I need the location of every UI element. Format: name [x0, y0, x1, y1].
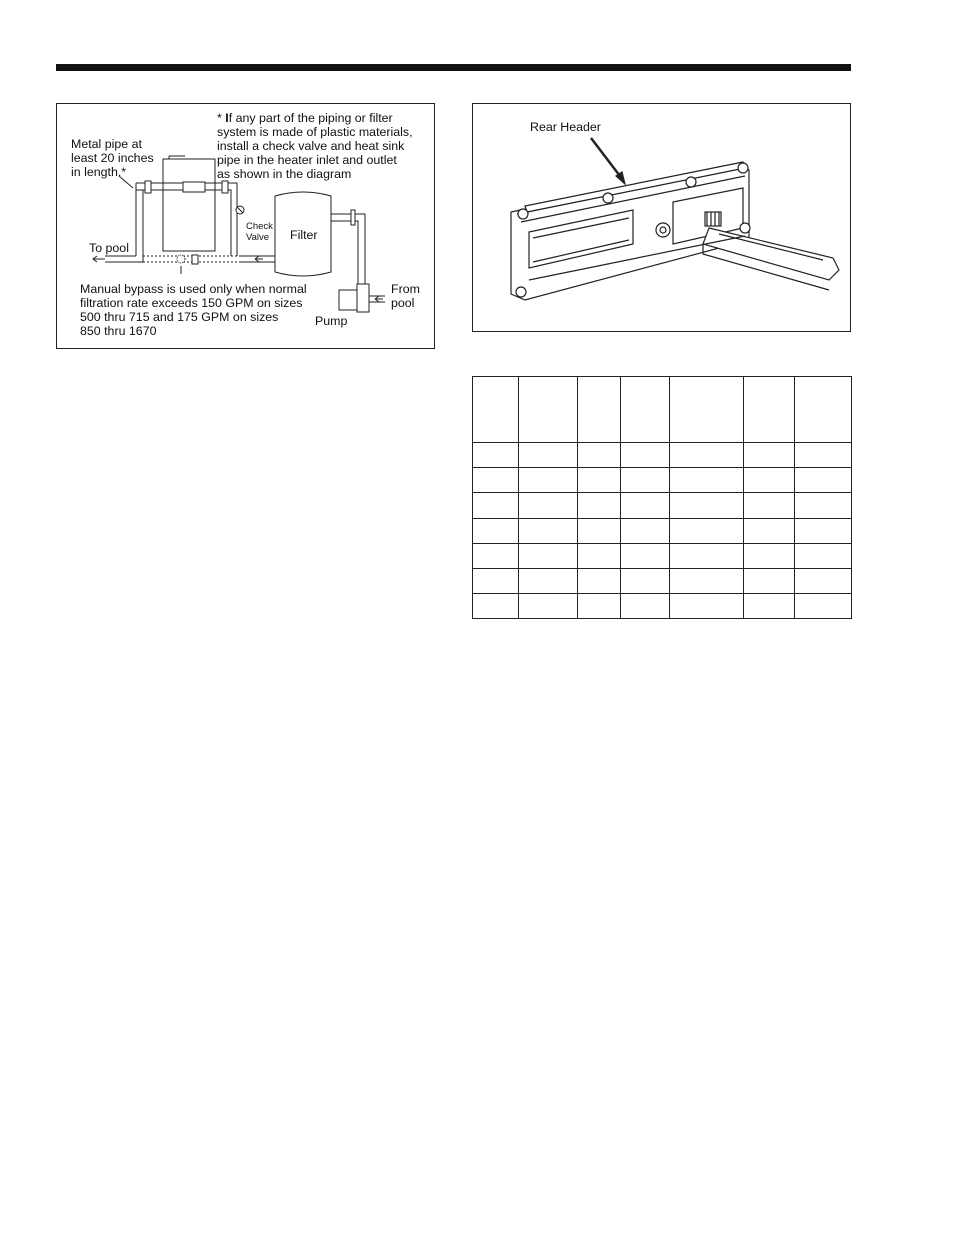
table-cell	[795, 593, 852, 618]
table-row	[473, 568, 852, 593]
data-table	[472, 376, 852, 619]
table-cell	[578, 493, 621, 518]
table-cell	[519, 518, 578, 543]
table-cell	[621, 593, 670, 618]
table-cell	[473, 593, 519, 618]
table-cell	[473, 568, 519, 593]
note-bold-letter: I	[225, 111, 229, 125]
table-cell	[473, 443, 519, 468]
bypass-note-line: 500 thru 715 and 175 GPM on sizes	[80, 310, 279, 324]
table-cell	[795, 493, 852, 518]
table-row	[473, 593, 852, 618]
table-cell	[473, 518, 519, 543]
bypass-note-line: 850 thru 1670	[80, 324, 157, 338]
from-pool-label: pool	[391, 296, 415, 310]
piping-diagram	[56, 103, 435, 349]
rear-header-label: Rear Header	[530, 120, 601, 134]
plastic-note-first-line	[217, 111, 393, 126]
plastic-note-line: pipe in the heater inlet and outlet	[217, 153, 397, 167]
table-cell	[578, 377, 621, 443]
bypass-note-line: Manual bypass is used only when normal	[80, 282, 307, 296]
table-cell	[473, 543, 519, 568]
table-cell	[519, 443, 578, 468]
pump-label: Pump	[315, 314, 348, 328]
table-cell	[621, 443, 670, 468]
plastic-note-line: as shown in the diagram	[217, 167, 352, 181]
table-cell	[744, 543, 795, 568]
table-cell	[744, 493, 795, 518]
rear-header-drawing	[473, 104, 852, 333]
table-cell	[621, 377, 670, 443]
table-cell	[578, 468, 621, 493]
table-row	[473, 518, 852, 543]
table-cell	[670, 518, 744, 543]
table-cell	[670, 543, 744, 568]
metal-pipe-label: Metal pipe at	[71, 137, 142, 151]
table-cell	[744, 568, 795, 593]
table-cell	[473, 493, 519, 518]
table-cell	[670, 468, 744, 493]
metal-pipe-label: in length.*	[71, 165, 127, 179]
table-cell	[621, 568, 670, 593]
table-header-row	[473, 377, 852, 443]
table-cell	[621, 543, 670, 568]
table-cell	[621, 493, 670, 518]
check-valve-label: Valve	[246, 232, 270, 243]
plastic-note-line: install a check valve and heat sink	[217, 139, 405, 153]
table-cell	[795, 443, 852, 468]
table-cell	[795, 543, 852, 568]
table-cell	[744, 518, 795, 543]
top-rule	[56, 64, 851, 71]
table-cell	[519, 468, 578, 493]
table-cell	[670, 568, 744, 593]
from-pool-label: From	[391, 282, 420, 296]
table-cell	[670, 493, 744, 518]
table-cell	[519, 377, 578, 443]
table-cell	[744, 468, 795, 493]
to-pool-label: To pool	[89, 241, 129, 255]
table-cell	[621, 468, 670, 493]
table-cell	[578, 543, 621, 568]
table-cell	[578, 568, 621, 593]
plastic-note-line: system is made of plastic materials,	[217, 125, 413, 139]
table-cell	[744, 377, 795, 443]
table-cell	[473, 377, 519, 443]
table-cell	[795, 518, 852, 543]
table-cell	[621, 518, 670, 543]
table-cell	[519, 568, 578, 593]
table-row	[473, 543, 852, 568]
table-cell	[670, 377, 744, 443]
table-cell	[795, 468, 852, 493]
table-cell	[519, 493, 578, 518]
table-row	[473, 468, 852, 493]
table-cell	[744, 443, 795, 468]
table-cell	[670, 443, 744, 468]
table-cell	[578, 593, 621, 618]
metal-pipe-label: least 20 inches	[71, 151, 154, 165]
note-rest: f any part of the piping or filter	[228, 111, 393, 125]
table-cell	[795, 377, 852, 443]
table-row	[473, 493, 852, 518]
table-cell	[670, 593, 744, 618]
bypass-note-line: filtration rate exceeds 150 GPM on sizes	[80, 296, 303, 310]
table-row	[473, 443, 852, 468]
table-cell	[795, 568, 852, 593]
table-cell	[519, 543, 578, 568]
note-star: *	[217, 111, 222, 125]
table-cell	[473, 468, 519, 493]
rear-header-figure	[472, 103, 851, 332]
check-valve-label: Check	[246, 221, 273, 232]
table-cell	[578, 518, 621, 543]
table-cell	[744, 593, 795, 618]
table-cell	[578, 443, 621, 468]
table-cell	[519, 593, 578, 618]
filter-label: Filter	[290, 228, 318, 242]
